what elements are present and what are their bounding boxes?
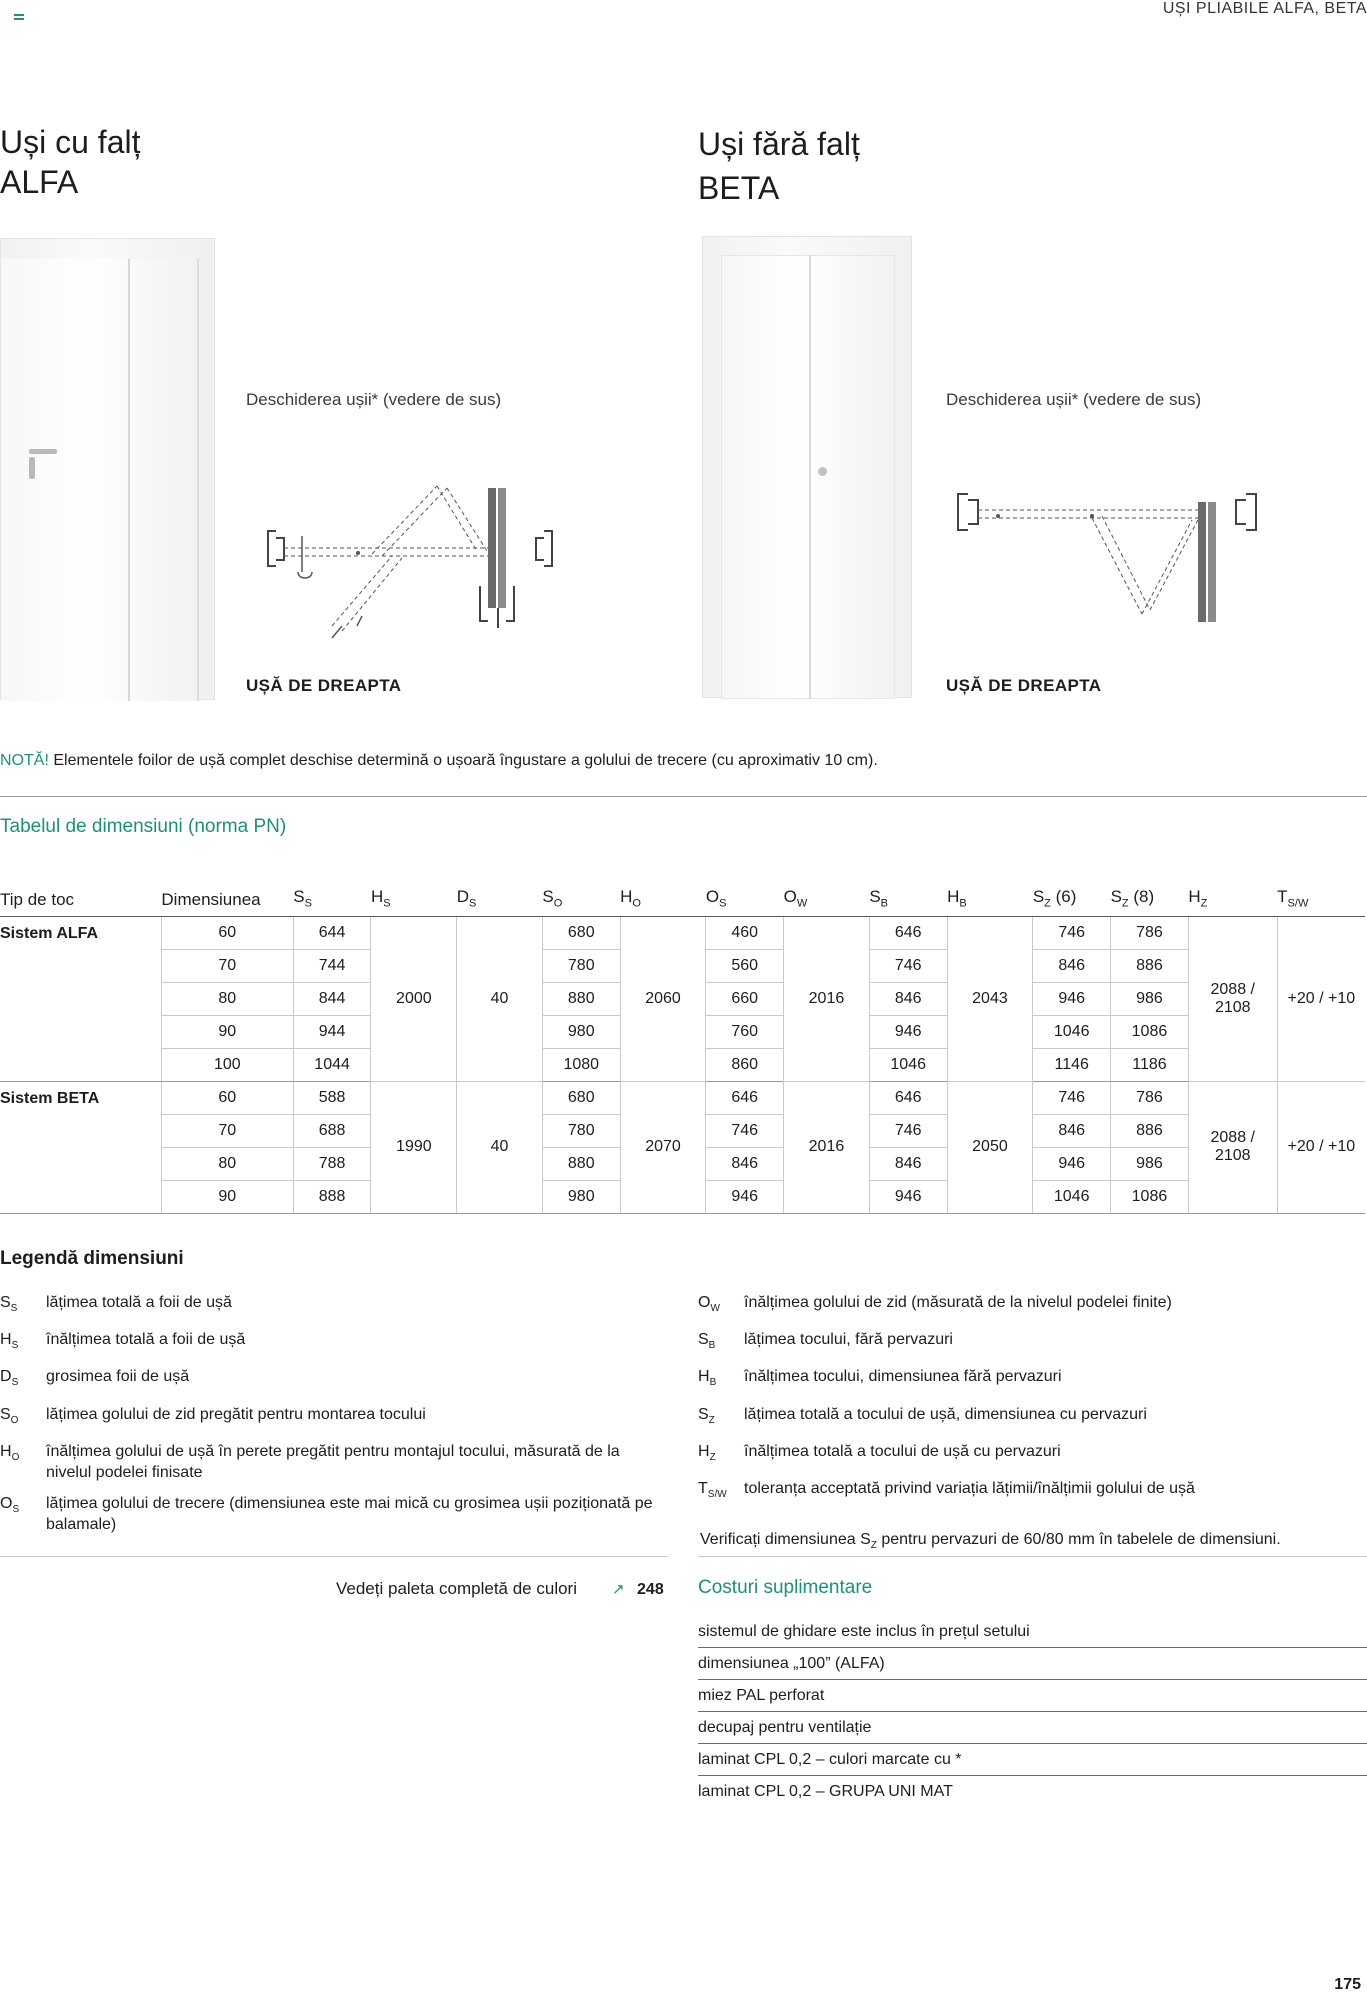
table-cell: 986 — [1111, 1147, 1189, 1180]
note-label: NOTĂ! — [0, 752, 49, 769]
list-item: sistemul de ghidare este inclus în prețul setului — [698, 1616, 1367, 1648]
table-cell: 746 — [869, 949, 947, 982]
table-cell: 846 — [1033, 1114, 1111, 1147]
table-cell: 980 — [542, 1015, 620, 1048]
list-item: decupaj pentru ventilație — [698, 1712, 1367, 1744]
table-cell: 780 — [542, 949, 620, 982]
table-header-row — [0, 880, 1365, 916]
table-cell: 746 — [1033, 1081, 1111, 1114]
alfa-title — [0, 122, 140, 202]
table-cell: 946 — [706, 1180, 784, 1213]
col-header-so: $S_O$ — [542, 880, 620, 916]
table-cell: 780 — [542, 1114, 620, 1147]
table-cell: 460 — [706, 916, 784, 949]
list-item: miez PAL perforat — [698, 1680, 1367, 1712]
table-cell: 2088 / 2108 — [1188, 1081, 1277, 1213]
legend-item: $O_W$ înălțimea golului de zid (măsurată de la nivelul podelei finite) — [698, 1294, 1172, 1315]
table-cell: 60 — [161, 1081, 293, 1114]
table-cell: 786 — [1111, 1081, 1189, 1114]
legend-item: $H_Z$ înălțimea totală a tocului de ușă cu pervazuri — [698, 1442, 1061, 1463]
col-header-dim: Dimensiunea — [161, 880, 293, 916]
col-header-sz8: $S_Z$ (8) — [1111, 880, 1189, 916]
col-header-tip: Tip de toc — [0, 880, 161, 916]
palette-link[interactable] — [336, 1579, 577, 1599]
beta-door-type: UȘĂ DE DREAPTA — [946, 676, 1102, 695]
page-number: 175 — [1334, 1976, 1361, 1993]
table-cell: +20 / +10 — [1277, 1081, 1365, 1213]
table-cell: 880 — [542, 982, 620, 1015]
legend-item: $S_O$ lățimea golului de zid pregătit pentru montarea tocului — [0, 1405, 426, 1426]
legend-title: Legendă dimensiuni — [0, 1248, 184, 1269]
system-name-alfa: Sistem ALFA — [0, 916, 161, 1081]
table-cell: 886 — [1111, 949, 1189, 982]
col-header-hs: $H_S$ — [371, 880, 457, 916]
table-cell: 40 — [457, 916, 543, 1081]
col-header-ds: $D_S$ — [457, 880, 543, 916]
list-item: laminat CPL 0,2 – GRUPA UNI MAT — [698, 1783, 953, 1800]
alfa-title-line2: ALFA — [0, 164, 79, 200]
table-cell: 760 — [706, 1015, 784, 1048]
table-cell: 688 — [293, 1114, 371, 1147]
table-cell: 70 — [161, 949, 293, 982]
table-cell: 844 — [293, 982, 371, 1015]
table-cell: 786 — [1111, 916, 1189, 949]
table-cell: +20 / +10 — [1277, 916, 1365, 1081]
legend-item: $H_B$ înălțimea tocului, dimensiunea fără pervazuri — [698, 1368, 1062, 1389]
legend-item: $S_B$ lățimea tocului, fără pervazuri — [698, 1331, 953, 1352]
table-cell: 946 — [869, 1015, 947, 1048]
table-cell: 2070 — [620, 1081, 706, 1213]
table-cell: 660 — [706, 982, 784, 1015]
arrow-up-right-icon: ↗ — [612, 1581, 625, 1598]
table-cell: 588 — [293, 1081, 371, 1114]
table-cell: 888 — [293, 1180, 371, 1213]
beta-title-line2: BETA — [698, 170, 780, 206]
table-cell: 680 — [542, 916, 620, 949]
table-cell: 1046 — [1033, 1015, 1111, 1048]
brand-logo-icon — [14, 14, 24, 24]
palette-link-text: Vedeți paleta completă de culori — [336, 1579, 577, 1598]
dimensions-table — [0, 880, 1365, 1214]
col-header-ho: $H_O$ — [620, 880, 706, 916]
note-text: Elementele foilor de ușă complet deschise determină o ușoară îngustare a golului de trecere (cu aproximativ 10 cm). — [48, 752, 878, 769]
legend-right — [698, 1292, 1367, 1551]
table-cell: 1146 — [1033, 1048, 1111, 1081]
table-title: Tabelul de dimensiuni (norma PN) — [0, 816, 287, 837]
note — [0, 752, 878, 770]
running-head: UȘI PLIABILE ALFA, BETA — [1162, 0, 1367, 17]
divider — [0, 1556, 668, 1557]
table-cell: 1044 — [293, 1048, 371, 1081]
table-cell: 946 — [869, 1180, 947, 1213]
door-knob-icon — [818, 467, 827, 476]
table-cell: 846 — [1033, 949, 1111, 982]
table-cell: 2060 — [620, 916, 706, 1081]
table-row — [0, 916, 1365, 949]
table-cell: 60 — [161, 916, 293, 949]
table-cell: 1080 — [542, 1048, 620, 1081]
table-cell: 746 — [1033, 916, 1111, 949]
alfa-door-type: UȘĂ DE DREAPTA — [246, 676, 402, 695]
alfa-caption: Deschiderea ușii* (vedere de sus) — [246, 390, 502, 409]
table-cell: 2000 — [371, 916, 457, 1081]
table-cell: 90 — [161, 1015, 293, 1048]
col-header-sz6: $S_Z$ (6) — [1033, 880, 1111, 916]
table-cell: 846 — [706, 1147, 784, 1180]
col-header-hz: $H_Z$ — [1188, 880, 1277, 916]
beta-title-line1: Uși fără falț — [698, 126, 860, 162]
table-cell: 946 — [1033, 1147, 1111, 1180]
beta-caption: Deschiderea ușii* (vedere de sus) — [946, 390, 1202, 409]
col-header-ss: $S_S$ — [293, 880, 371, 916]
table-cell: 788 — [293, 1147, 371, 1180]
table-cell: 1046 — [869, 1048, 947, 1081]
table-cell: 1046 — [1033, 1180, 1111, 1213]
table-row — [0, 1081, 1365, 1114]
page-ref-number: 248 — [637, 1581, 664, 1598]
verify-note: Verificați dimensiunea $S_Z$ pentru pervazuri de 60/80 mm în tabelele de dimensiuni. — [700, 1531, 1281, 1552]
table-cell: 886 — [1111, 1114, 1189, 1147]
legend-item: $H_S$ înălțimea totală a foii de ușă — [0, 1331, 246, 1352]
table-cell: 680 — [542, 1081, 620, 1114]
table-cell: 746 — [869, 1114, 947, 1147]
table-cell: 80 — [161, 1147, 293, 1180]
table-cell: 646 — [869, 916, 947, 949]
table-cell: 944 — [293, 1015, 371, 1048]
alfa-opening-diagram — [262, 476, 562, 646]
table-cell: 1086 — [1111, 1015, 1189, 1048]
legend-item: $D_S$ grosimea foii de ușă — [0, 1368, 190, 1389]
legend-item: $S_S$ lățimea totală a foii de ușă — [0, 1294, 232, 1315]
door-handle-icon — [29, 449, 57, 454]
table-cell: 100 — [161, 1048, 293, 1081]
beta-door-image — [702, 236, 912, 698]
table-cell: 80 — [161, 982, 293, 1015]
costs-title: Costuri suplimentare — [698, 1577, 873, 1598]
beta-title — [698, 122, 860, 210]
table-cell: 860 — [706, 1048, 784, 1081]
system-name-beta: Sistem BETA — [0, 1081, 161, 1213]
col-header-os: $O_S$ — [706, 880, 784, 916]
table-cell: 1086 — [1111, 1180, 1189, 1213]
table-cell: 2050 — [947, 1081, 1033, 1213]
alfa-title-line1: Uși cu falț — [0, 124, 141, 160]
table-cell: 646 — [869, 1081, 947, 1114]
legend-item: $T_{S/W}$ toleranța acceptată privind variația lățimii/înălțimii golului de ușă — [698, 1479, 1195, 1501]
table-cell: 1990 — [371, 1081, 457, 1213]
table-cell: 2088 / 2108 — [1188, 916, 1277, 1081]
col-header-tsw: $T_{S/W}$ — [1277, 880, 1365, 916]
table-cell: 40 — [457, 1081, 543, 1213]
table-cell: 2016 — [784, 1081, 870, 1213]
table-cell: 980 — [542, 1180, 620, 1213]
divider — [698, 1556, 1367, 1557]
table-cell: 90 — [161, 1180, 293, 1213]
list-item: laminat CPL 0,2 – culori marcate cu * — [698, 1744, 1367, 1776]
alfa-door-image — [0, 238, 215, 700]
table-cell: 846 — [869, 1147, 947, 1180]
table-cell: 646 — [706, 1081, 784, 1114]
col-header-hb: $H_B$ — [947, 880, 1033, 916]
table-cell: 1186 — [1111, 1048, 1189, 1081]
list-item: dimensiunea „100” (ALFA) — [698, 1648, 1367, 1680]
legend-left — [0, 1292, 665, 1535]
table-cell: 2043 — [947, 916, 1033, 1081]
table-cell: 746 — [706, 1114, 784, 1147]
table-cell: 946 — [1033, 982, 1111, 1015]
table-cell: 986 — [1111, 982, 1189, 1015]
table-cell: 560 — [706, 949, 784, 982]
table-cell: 2016 — [784, 916, 870, 1081]
col-header-sb: $S_B$ — [869, 880, 947, 916]
table-cell: 846 — [869, 982, 947, 1015]
table-cell: 744 — [293, 949, 371, 982]
table-cell: 644 — [293, 916, 371, 949]
col-header-ow: $O_W$ — [784, 880, 870, 916]
legend-item: $H_O$ înălțimea golului de ușă în perete pregătit pentru montajul tocului, măsurată de la nivelul podelei finisate — [0, 1442, 620, 1481]
costs-list — [698, 1616, 1367, 1808]
table-cell: 70 — [161, 1114, 293, 1147]
palette-page-ref[interactable] — [612, 1580, 664, 1599]
divider — [0, 796, 1367, 797]
beta-opening-diagram — [952, 486, 1262, 636]
legend-item: $O_S$ lățimea golului de trecere (dimensiunea este mai mică cu grosimea ușii poziționată pe balamale) — [0, 1494, 653, 1533]
table-cell: 880 — [542, 1147, 620, 1180]
legend-item: $S_Z$ lățimea totală a tocului de ușă, dimensiunea cu pervazuri — [698, 1405, 1147, 1426]
